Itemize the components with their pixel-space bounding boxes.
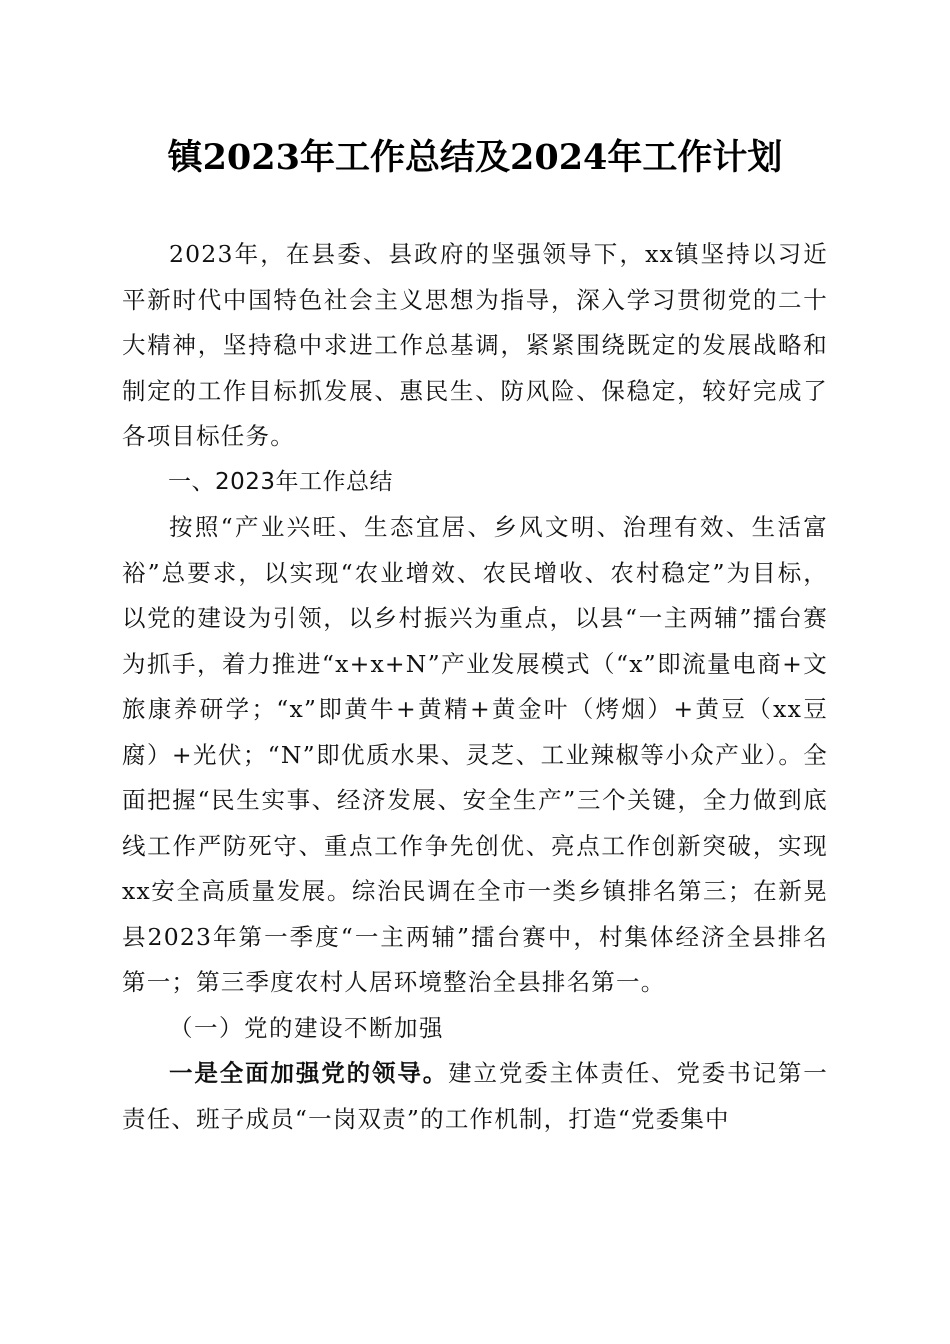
subsection-heading-party-building: （一）党的建设不断加强 xyxy=(169,1013,444,1042)
paragraph-lead-text: 一是全面加强党的领导。 xyxy=(169,1059,449,1087)
summary-paragraph: 按照“产业兴旺、生态宜居、乡风文明、治理有效、生活富裕”总要求，以实现“农业增效、农民增收、农村稳定”为目标，以党的建设为引领，以乡村振兴为重点，以县“一主两辅”擂台赛为抓手，着力推进“x+x+N”产业发展模式（“x”即流量电商+文旅康养研学；“x”即黄牛+黄精+黄金叶（烤烟）+黄豆（xx豆腐）+光伏；“N”即优质水果、灵芝、工业辣椒等小众产业）。全面把握“民生实事、经济发展、安全生产”三个关键，全力做到底线工作严防死守、重点工作争先创优、亮点工作创新突破，实现xx安全高质量发展。综治民调在全市一类乡镇排名第三；在新晃县2023年第一季度“一主两辅”擂台赛中，村集体经济全县排名第一；第三季度农村人居环境整治全县排名第一。 xyxy=(122,513,828,996)
section-heading-summary: 一、2023年工作总结 xyxy=(168,468,394,495)
document-body xyxy=(122,232,828,1142)
document-title: 镇2023年工作总结及2024年工作计划 xyxy=(167,137,783,178)
party-building-paragraph xyxy=(122,1051,828,1142)
paragraph-body-text: 建立党委主体责任、党委书记第一责任、班子成员“一岗双责”的工作机制，打造“党委集中 xyxy=(122,1059,828,1133)
intro-paragraph: 2023年，在县委、县政府的坚强领导下，xx镇坚持以习近平新时代中国特色社会主义思想为指导，深入学习贯彻党的二十大精神，坚持稳中求进工作总基调，紧紧围绕既定的发展战略和制定的工作目标抓发展、惠民生、防风险、保稳定，较好完成了各项目标任务。 xyxy=(122,240,828,450)
